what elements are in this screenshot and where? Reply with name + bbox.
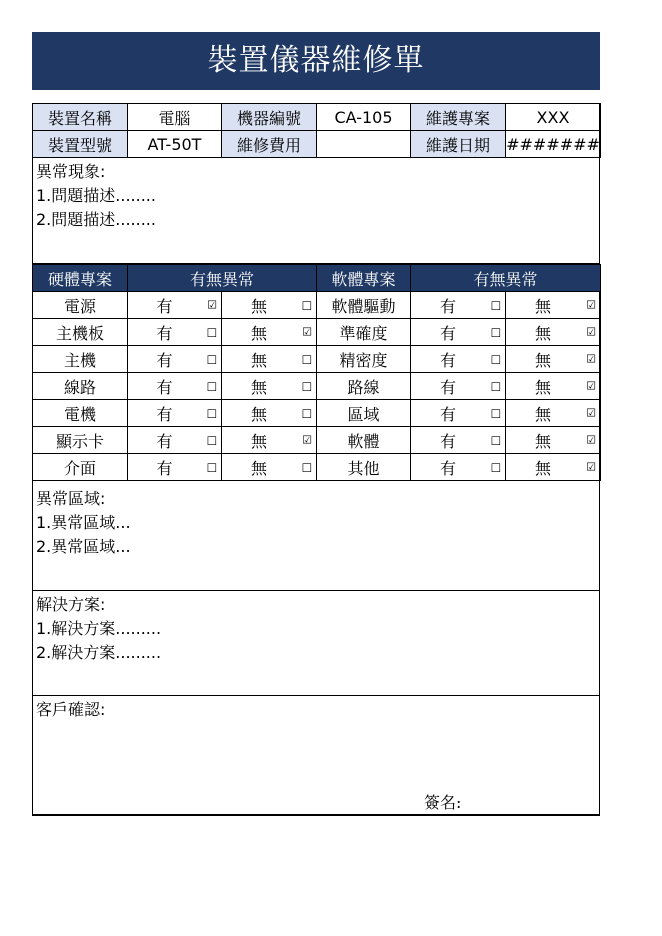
solution-label: 解決方案: xyxy=(36,595,106,614)
software-yes-option[interactable] xyxy=(411,373,506,400)
checked-checkbox-icon[interactable]: ☑ xyxy=(586,406,597,420)
info-table xyxy=(32,103,601,158)
checked-checkbox-icon[interactable]: ☑ xyxy=(586,352,597,366)
hardware-no-option[interactable] xyxy=(222,319,317,346)
hardware-yes-option[interactable] xyxy=(128,400,222,427)
software-no-option-label: 無 xyxy=(535,431,552,451)
form-title: 裝置儀器維修單 xyxy=(32,32,600,90)
checkbox-icon[interactable]: □ xyxy=(490,352,502,366)
solution-item-2: 2.解決方案......... xyxy=(36,643,162,662)
software-yes-option[interactable] xyxy=(411,292,506,319)
hardware-yes-option[interactable] xyxy=(128,319,222,346)
software-yes-option[interactable] xyxy=(411,427,506,454)
software-item: 軟體 xyxy=(317,427,411,454)
software-yes-option[interactable] xyxy=(411,319,506,346)
software-yes-option[interactable] xyxy=(411,454,506,481)
software-item: 路線 xyxy=(317,373,411,400)
maintenance-project-label: 維護專案 xyxy=(411,104,506,131)
software-no-option[interactable] xyxy=(506,346,601,373)
hardware-no-option-label: 無 xyxy=(251,377,268,397)
checked-checkbox-icon[interactable]: ☑ xyxy=(586,433,597,447)
checklist-row xyxy=(33,292,601,319)
repair-cost-value[interactable] xyxy=(317,131,411,158)
checkbox-icon[interactable]: □ xyxy=(490,433,502,447)
hardware-yes-option-label: 有 xyxy=(156,323,173,343)
hardware-yes-option[interactable] xyxy=(128,346,222,373)
checked-checkbox-icon[interactable]: ☑ xyxy=(586,325,597,339)
hardware-yes-option[interactable] xyxy=(128,292,222,319)
hardware-no-option[interactable] xyxy=(222,427,317,454)
checkbox-icon[interactable]: □ xyxy=(490,298,502,312)
software-no-option-label: 無 xyxy=(535,350,552,370)
software-no-option[interactable] xyxy=(506,373,601,400)
maintenance-project-value[interactable]: XXX xyxy=(506,104,601,131)
checkbox-icon[interactable]: □ xyxy=(206,325,217,339)
checked-checkbox-icon[interactable]: ☑ xyxy=(586,298,597,312)
checklist-row xyxy=(33,319,601,346)
checkbox-icon[interactable]: □ xyxy=(490,406,502,420)
checkbox-icon[interactable]: □ xyxy=(301,379,313,393)
hardware-item: 線路 xyxy=(33,373,128,400)
checkbox-icon[interactable]: □ xyxy=(301,460,313,474)
software-yes-option-label: 有 xyxy=(440,296,457,316)
confirm-section[interactable] xyxy=(32,695,600,816)
area-item-1: 1.異常區域... xyxy=(36,513,131,532)
info-row-1 xyxy=(33,104,601,131)
hardware-item: 介面 xyxy=(33,454,128,481)
checklist-row xyxy=(33,454,601,481)
hardware-no-option-label: 無 xyxy=(251,296,268,316)
software-yes-option-label: 有 xyxy=(440,404,457,424)
checkbox-icon[interactable]: □ xyxy=(206,460,217,474)
hardware-yes-option-label: 有 xyxy=(156,350,173,370)
checklist-row xyxy=(33,373,601,400)
software-item: 精密度 xyxy=(317,346,411,373)
machine-no-label: 機器編號 xyxy=(222,104,317,131)
signature-label: 簽名: xyxy=(424,793,462,812)
software-item: 軟體驅動 xyxy=(317,292,411,319)
hardware-item: 顯示卡 xyxy=(33,427,128,454)
software-header: 軟體專案 xyxy=(317,265,411,292)
checklist-row xyxy=(33,346,601,373)
hardware-no-option-label: 無 xyxy=(251,431,268,451)
software-yes-option-label: 有 xyxy=(440,458,457,478)
solution-section[interactable] xyxy=(32,590,600,696)
symptom-section[interactable] xyxy=(32,158,600,264)
software-yes-option-label: 有 xyxy=(440,350,457,370)
symptom-item-1: 1.問題描述........ xyxy=(36,186,156,205)
device-name-label: 裝置名稱 xyxy=(33,104,128,131)
software-no-option-label: 無 xyxy=(535,323,552,343)
software-yes-option[interactable] xyxy=(411,400,506,427)
hardware-status-header: 有無異常 xyxy=(128,265,317,292)
hardware-item: 電機 xyxy=(33,400,128,427)
checklist-table xyxy=(32,264,601,481)
checked-checkbox-icon[interactable]: ☑ xyxy=(302,433,313,447)
checkbox-icon[interactable]: □ xyxy=(490,460,502,474)
checklist-row xyxy=(33,427,601,454)
software-no-option[interactable] xyxy=(506,400,601,427)
hardware-no-option-label: 無 xyxy=(251,323,268,343)
software-item: 其他 xyxy=(317,454,411,481)
software-no-option-label: 無 xyxy=(535,377,552,397)
hardware-yes-option-label: 有 xyxy=(156,458,173,478)
software-no-option-label: 無 xyxy=(535,458,552,478)
checkbox-icon[interactable]: □ xyxy=(301,298,313,312)
software-yes-option-label: 有 xyxy=(440,431,457,451)
software-yes-option[interactable] xyxy=(411,346,506,373)
checked-checkbox-icon[interactable]: ☑ xyxy=(586,460,597,474)
info-row-2 xyxy=(33,131,601,158)
checkbox-icon[interactable]: □ xyxy=(206,379,217,393)
hardware-yes-option-label: 有 xyxy=(156,431,173,451)
hardware-header: 硬體專案 xyxy=(33,265,128,292)
symptom-item-2: 2.問題描述........ xyxy=(36,210,156,229)
device-model-label: 裝置型號 xyxy=(33,131,128,158)
checked-checkbox-icon[interactable]: ☑ xyxy=(207,298,217,312)
area-section[interactable] xyxy=(32,485,600,591)
checked-checkbox-icon[interactable]: ☑ xyxy=(302,325,313,339)
hardware-no-option[interactable] xyxy=(222,454,317,481)
hardware-item: 主機 xyxy=(33,346,128,373)
software-status-header: 有無異常 xyxy=(411,265,601,292)
repair-cost-label: 維修費用 xyxy=(222,131,317,158)
hardware-no-option-label: 無 xyxy=(251,458,268,478)
software-no-option[interactable] xyxy=(506,454,601,481)
maintenance-date-label: 維護日期 xyxy=(411,131,506,158)
software-no-option[interactable] xyxy=(506,292,601,319)
checklist-row xyxy=(33,400,601,427)
checkbox-icon[interactable]: □ xyxy=(490,379,502,393)
hardware-item: 主機板 xyxy=(33,319,128,346)
software-no-option-label: 無 xyxy=(535,404,552,424)
solution-item-1: 1.解決方案......... xyxy=(36,619,162,638)
hardware-yes-option-label: 有 xyxy=(156,296,173,316)
area-item-2: 2.異常區域... xyxy=(36,537,131,556)
hardware-yes-option[interactable] xyxy=(128,454,222,481)
hardware-yes-option[interactable] xyxy=(128,427,222,454)
checked-checkbox-icon[interactable]: ☑ xyxy=(586,379,597,393)
checklist-header-row xyxy=(33,265,601,292)
hardware-no-option[interactable] xyxy=(222,373,317,400)
hardware-yes-option-label: 有 xyxy=(156,404,173,424)
area-label: 異常區域: xyxy=(36,489,106,508)
device-name-value[interactable]: 電腦 xyxy=(128,104,222,131)
hardware-yes-option[interactable] xyxy=(128,373,222,400)
software-no-option[interactable] xyxy=(506,427,601,454)
hardware-no-option-label: 無 xyxy=(251,404,268,424)
software-yes-option-label: 有 xyxy=(440,323,457,343)
hardware-yes-option-label: 有 xyxy=(156,377,173,397)
machine-no-value[interactable]: CA-105 xyxy=(317,104,411,131)
checkbox-icon[interactable]: □ xyxy=(490,325,502,339)
software-yes-option-label: 有 xyxy=(440,377,457,397)
device-model-value[interactable]: AT-50T xyxy=(128,131,222,158)
checkbox-icon[interactable]: □ xyxy=(206,352,217,366)
hardware-no-option[interactable] xyxy=(222,346,317,373)
software-item: 區域 xyxy=(317,400,411,427)
checkbox-icon[interactable]: □ xyxy=(206,433,217,447)
checklist-body xyxy=(33,292,601,481)
checkbox-icon[interactable]: □ xyxy=(301,352,313,366)
hardware-item: 電源 xyxy=(33,292,128,319)
symptom-label: 異常現象: xyxy=(36,162,106,181)
hardware-no-option[interactable] xyxy=(222,292,317,319)
checkbox-icon[interactable]: □ xyxy=(301,406,313,420)
maintenance-date-value[interactable]: ####### xyxy=(506,131,601,158)
confirm-label: 客戶確認: xyxy=(36,700,106,719)
software-no-option-label: 無 xyxy=(535,296,552,316)
hardware-no-option-label: 無 xyxy=(251,350,268,370)
hardware-no-option[interactable] xyxy=(222,400,317,427)
checkbox-icon[interactable]: □ xyxy=(206,406,217,420)
software-no-option[interactable] xyxy=(506,319,601,346)
software-item: 準確度 xyxy=(317,319,411,346)
